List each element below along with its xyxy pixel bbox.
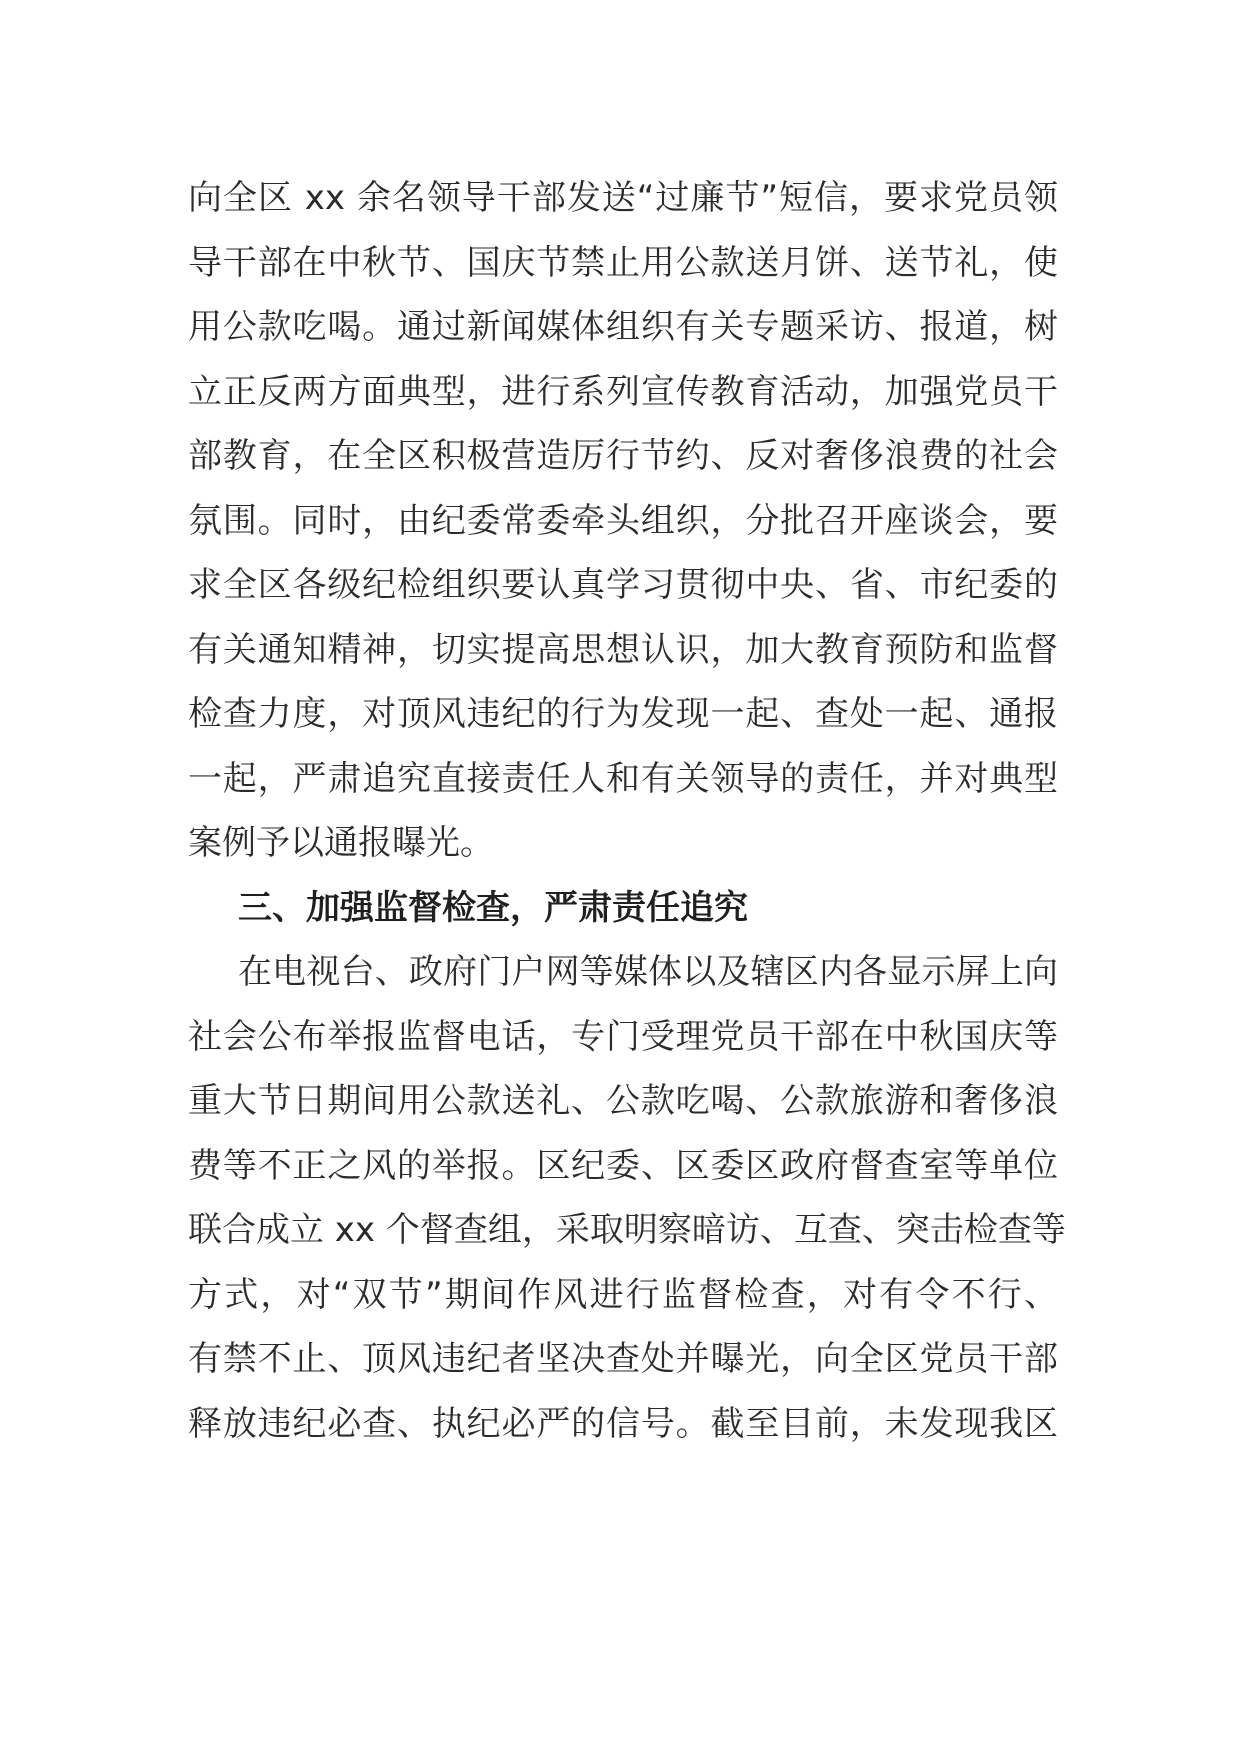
text-line: 社会公布举报监督电话，专门受理党员干部在中秋国庆等 [188, 1016, 1058, 1057]
text-line: 导干部在中秋节、国庆节禁止用公款送月饼、送节礼，使 [188, 242, 1058, 283]
text-line: 立正反两方面典型，进行系列宣传教育活动，加强党员干 [188, 371, 1058, 412]
text-line: 有关通知精神，切实提高思想认识，加大教育预防和监督 [188, 629, 1058, 670]
text-line: 一起，严肃追究直接责任人和有关领导的责任，并对典型 [188, 758, 1058, 799]
paragraph-education [188, 166, 1058, 876]
document-body [188, 166, 1066, 1456]
text-line: 求全区各级纪检组织要认真学习贯彻中央、省、市纪委的 [188, 565, 1058, 605]
text-line: 在电视台、政府门户网等媒体以及辖区内各显示屏上向 [238, 952, 1058, 992]
text-line: 氛围。同时，由纪委常委牵头组织，分批召开座谈会，要 [188, 500, 1058, 541]
text-line: 联合成立 xx 个督查组，采取明察暗访、互查、突击检查等 [188, 1210, 1066, 1250]
text-line: 重大节日期间用公款送礼、公款吃喝、公款旅游和奢侈浪 [188, 1081, 1058, 1121]
text-line: 用公款吃喝。通过新闻媒体组织有关专题采访、报道，树 [188, 307, 1058, 347]
section-heading: 三、加强监督检查，严肃责任追究 [238, 887, 748, 928]
text-line: 检查力度，对顶风违纪的行为发现一起、查处一起、通报 [188, 694, 1058, 734]
text-line: 费等不正之风的举报。区纪委、区委区政府督查室等单位 [188, 1145, 1058, 1186]
text-line: 方式，对“双节”期间作风进行监督检查，对有令不行、 [188, 1274, 1058, 1315]
paragraph-supervision [188, 940, 1066, 1456]
text-line: 释放违纪必查、执纪必严的信号。截至目前，未发现我区 [188, 1403, 1058, 1444]
text-line: 案例予以通报曝光。 [188, 823, 494, 863]
text-line: 向全区 xx 余名领导干部发送“过廉节”短信，要求党员领 [188, 178, 1058, 218]
text-line: 部教育，在全区积极营造厉行节约、反对奢侈浪费的社会 [188, 436, 1058, 476]
text-line: 有禁不止、顶风违纪者坚决查处并曝光，向全区党员干部 [188, 1339, 1058, 1379]
